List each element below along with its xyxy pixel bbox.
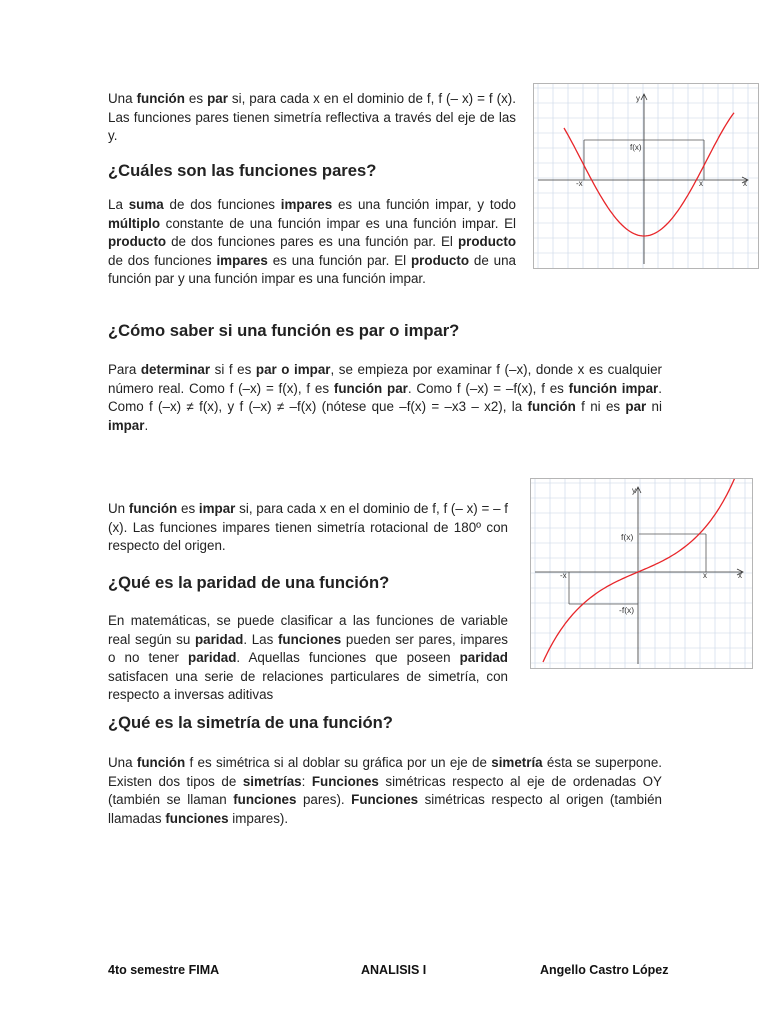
- even-y-label: y: [636, 94, 640, 103]
- even-pos-x-label: x: [699, 179, 703, 188]
- odd-neg-x-label: -x: [560, 571, 567, 580]
- even-fx-label: f(x): [630, 143, 642, 152]
- heading-parity: ¿Qué es la paridad de una función?: [108, 573, 390, 592]
- parity-paragraph: En matemáticas, se puede clasificar a las funciones de variable real según su paridad. Las funciones pueden ser pares, impares o no tener paridad. Aquellas funciones que poseen paridad satisfacen una serie de relaciones particulares de simetría, con respecto a inversas aditivas: [108, 613, 508, 703]
- footer-right: Angello Castro López: [540, 963, 669, 977]
- even-x-label: x: [743, 179, 747, 188]
- heading-even-or-odd: ¿Cómo saber si una función es par o impar?: [108, 321, 460, 340]
- footer-center: ANALISIS I: [361, 963, 427, 977]
- even-neg-x-label: -x: [576, 179, 583, 188]
- even-function-graph: [533, 83, 759, 269]
- even-definition-paragraph: Una función es par si, para cada x en el dominio de f, f (– x) = f (x). Las funciones pares tienen simetría reflectiva a través del eje de las y.: [108, 91, 516, 144]
- odd-fx-label: f(x): [621, 532, 634, 542]
- odd-x-label: x: [738, 571, 742, 580]
- even-grid: [534, 84, 758, 268]
- heading-even-functions: ¿Cuáles son las funciones pares?: [108, 161, 377, 180]
- odd-pos-x-label: x: [703, 571, 707, 580]
- determine-paragraph: Para determinar si f es par o impar, se empieza por examinar f (–x), donde x es cualquier número real. Como f (–x) = f(x), f es función par. Como f (–x) = –f(x), f es función impar. Como f (–x) ≠ f(x), y f (–x) ≠ –f(x) (nótese que –f(x) = –x3 – x2), la función f ni es par ni impar.: [108, 362, 662, 433]
- symmetry-paragraph: Una función f es simétrica si al doblar su gráfica por un eje de simetría ésta se superpone. Existen dos tipos de simetrías: Funciones simétricas respecto al eje de ordenadas OY (también se llaman funciones pares). Funciones simétricas respecto al origen (también llamadas funciones impares).: [108, 755, 662, 826]
- odd-neg-fx-label: -f(x): [619, 605, 635, 615]
- even-graph-svg: [534, 84, 758, 268]
- sum-product-paragraph: La suma de dos funciones impares es una función impar, y todo múltiplo constante de una función impar es una función impar. El producto de dos funciones pares es una función par. El producto de dos funciones impares es una función par. El producto de una función par y una función impar es una función impar.: [108, 197, 517, 287]
- footer-left: 4to semestre FIMA: [108, 963, 220, 977]
- even-curve: [564, 113, 734, 236]
- odd-definition-paragraph: Un función es impar si, para cada x en el dominio de f, f (– x) = – f (x). Las funciones impares tienen simetría rotacional de 180º con respecto del origen.: [108, 501, 509, 554]
- odd-y-label: y: [632, 486, 636, 495]
- heading-symmetry: ¿Qué es la simetría de una función?: [108, 713, 393, 732]
- odd-graph-svg: [531, 479, 752, 668]
- odd-function-graph: [530, 478, 753, 669]
